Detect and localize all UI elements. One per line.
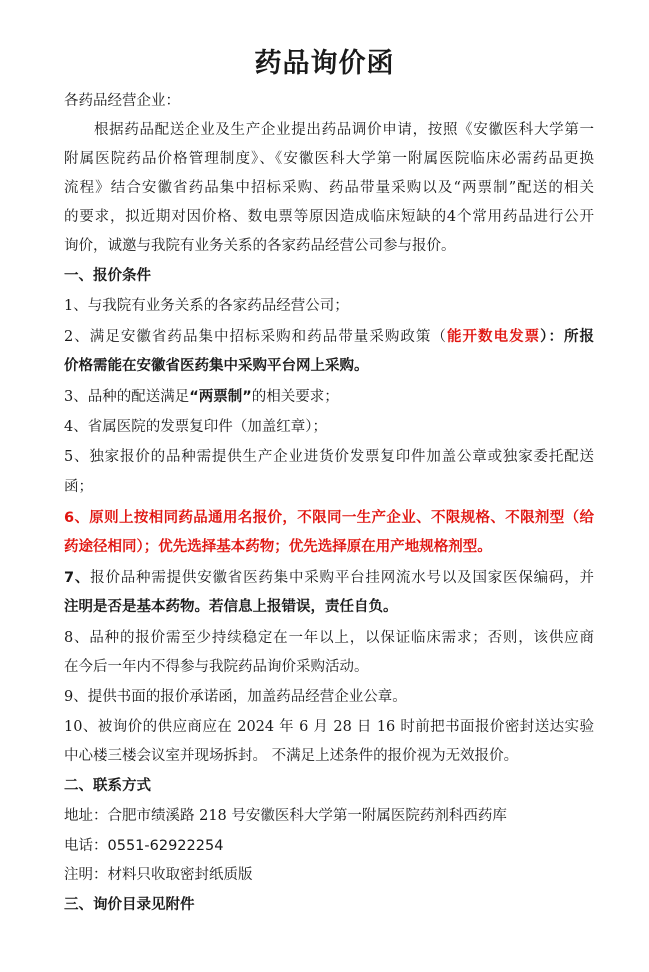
condition-item-2-tail: ）：所报 xyxy=(540,329,594,345)
intro-line-5: 询价，诚邀与我院有业务关系的各家药品经营公司参与报价。 xyxy=(64,238,456,254)
section-heading-conditions: 一、报价条件 xyxy=(64,268,151,284)
contact-phone-label: 电话： xyxy=(64,838,108,854)
intro-line-3: 流程》结合安徽省药品集中招标采购、药品带量采购以及“两票制”配送的相关 xyxy=(64,180,594,196)
condition-item-3 xyxy=(64,386,594,408)
condition-item-7-text: 报价品种需提供安徽省医药集中采购平台挂网流水号以及国家医保编码，并 xyxy=(90,570,594,586)
condition-item-3-highlight: “两票制” xyxy=(189,389,252,405)
condition-item-3-text: 3、品种的配送满足 xyxy=(64,389,190,405)
contact-phone-row xyxy=(64,835,594,857)
condition-item-9: 9、提供书面的报价承诺函，加盖药品经营企业公章。 xyxy=(64,689,407,705)
condition-item-8-line-1: 8、品种的报价需至少持续稳定在一年以上，以保证临床需求；否则，该供应商 xyxy=(64,630,594,646)
condition-item-7-line-2: 注明是否是基本药物。若信息上报错误，责任自负。 xyxy=(64,599,398,615)
condition-item-2-line-1 xyxy=(64,326,594,348)
condition-item-3-tail: 的相关要求； xyxy=(251,389,339,405)
condition-item-5-line-1: 5、独家报价的品种需提供生产企业进货价发票复印件加盖公章或独家委托配送 xyxy=(64,449,594,465)
condition-item-5-line-2: 函； xyxy=(64,479,93,495)
condition-item-7-number: 7、 xyxy=(64,570,91,586)
condition-item-10-line-2: 中心楼三楼会议室并现场拆封。 不满足上述条件的报价视为无效报价。 xyxy=(64,748,519,764)
intro-line-1: 根据药品配送企业及生产企业提出药品调价申请，按照《安徽医科大学第一 xyxy=(94,122,594,138)
contact-phone-number: 0551-62922254 xyxy=(107,838,224,854)
condition-item-6-line-2: 药途径相同）；优先选择基本药物；优先选择原在用产地规格剂型。 xyxy=(64,539,492,555)
salutation: 各药品经营企业： xyxy=(64,93,180,109)
condition-item-2-line-2: 价格需能在安徽省医药集中采购平台网上采购。 xyxy=(64,358,369,374)
condition-item-8-line-2: 在今后一年内不得参与我院药品询价采购活动。 xyxy=(64,659,369,675)
condition-item-7-line-1 xyxy=(64,567,594,589)
section-heading-contact: 二、联系方式 xyxy=(64,778,151,794)
condition-item-2-highlight: 能开数电发票 xyxy=(446,329,541,345)
condition-item-2-text: 2、满足安徽省药品集中招标采购和药品带量采购政策（ xyxy=(64,329,447,345)
intro-line-4: 的要求，拟近期对因价格、数电票等原因造成临床短缺的4个常用药品进行公开 xyxy=(64,209,594,225)
contact-address: 地址：合肥市绩溪路 218 号安徽医科大学第一附属医院药剂科西药库 xyxy=(64,808,507,824)
document-title: 药品询价函 xyxy=(254,48,395,79)
condition-item-1: 1、与我院有业务关系的各家药品经营公司； xyxy=(64,298,349,314)
contact-note: 注明：材料只收取密封纸质版 xyxy=(64,867,253,883)
condition-item-6-line-1: 6、原则上按相同药品通用名报价，不限同一生产企业、不限规格、不限剂型（给 xyxy=(64,510,594,526)
condition-item-4: 4、省属医院的发票复印件（加盖红章）； xyxy=(64,419,327,435)
condition-item-10-line-1: 10、被询价的供应商应在 2024 年 6 月 28 日 16 时前把书面报价密封送达实验 xyxy=(64,719,594,735)
intro-line-2: 附属医院药品价格管理制度》、《安徽医科大学第一附属医院临床必需药品更换 xyxy=(64,151,594,167)
section-heading-catalog: 三、询价目录见附件 xyxy=(64,897,195,913)
